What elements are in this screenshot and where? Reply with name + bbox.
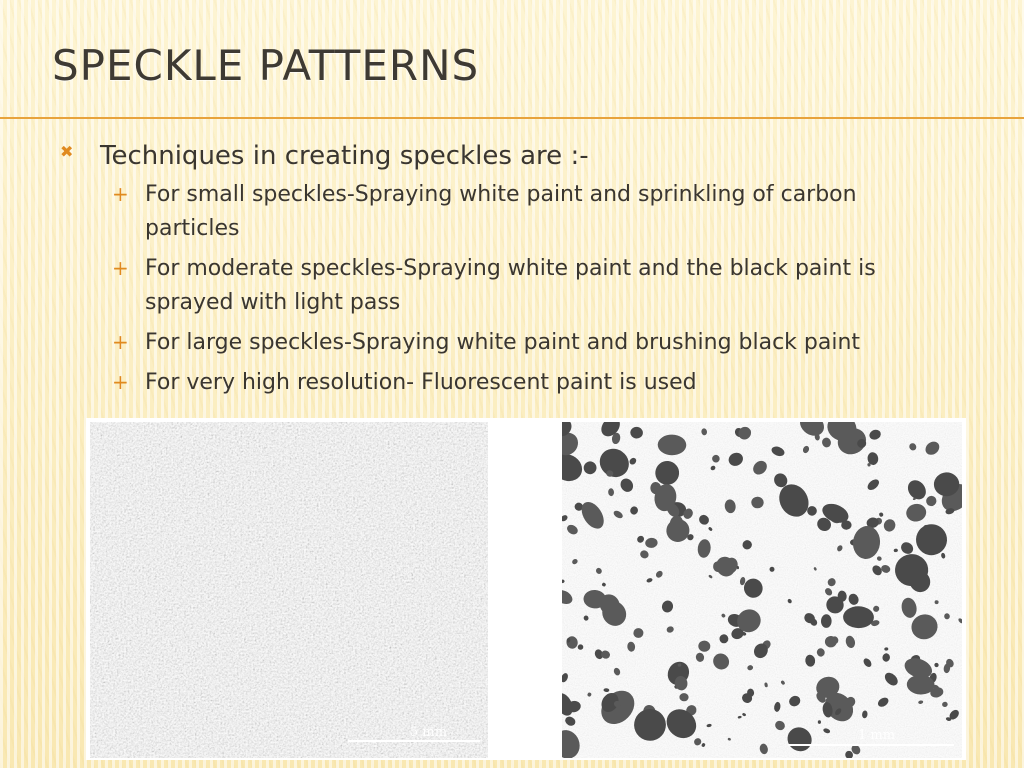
plus-icon: + [112, 370, 129, 394]
title-divider [0, 117, 1024, 119]
scale-label: 1 mm [858, 728, 896, 743]
plus-icon: + [112, 256, 129, 280]
sub-bullet-item [112, 366, 960, 400]
large-speckle-image [562, 422, 962, 758]
large-speckle-pattern [562, 422, 962, 758]
bullet-intro-text: Techniques in creating speckles are :- [100, 141, 589, 171]
sub-bullet-text: For moderate speckles-Spraying white paint and the black paint is sprayed with light pass [145, 256, 876, 315]
scale-bar [788, 744, 954, 746]
plus-icon: + [112, 182, 129, 206]
slide-title: SPECKLE PATTERNS [52, 41, 480, 90]
bullet-list [60, 136, 960, 406]
sub-bullet-text: For very high resolution- Fluorescent paint is used [145, 370, 697, 395]
speckle-figure-panel [86, 418, 966, 760]
small-speckle-pattern [90, 422, 488, 758]
scale-bar [348, 740, 480, 742]
fine-speckle-texture [90, 422, 488, 758]
scale-label: 5 mm [410, 725, 448, 740]
sub-bullet-item [112, 252, 960, 320]
x-mark-icon: ✖ [60, 142, 74, 161]
sub-bullet-text: For small speckles-Spraying white paint and sprinkling of carbon particles [145, 182, 857, 241]
sub-bullet-text: For large speckles-Spraying white paint and brushing black paint [145, 330, 861, 355]
small-speckle-image [90, 422, 488, 758]
bullet-level1 [60, 136, 960, 178]
plus-icon: + [112, 330, 129, 354]
sub-bullet-item [112, 326, 960, 360]
sub-bullet-item [112, 178, 960, 246]
